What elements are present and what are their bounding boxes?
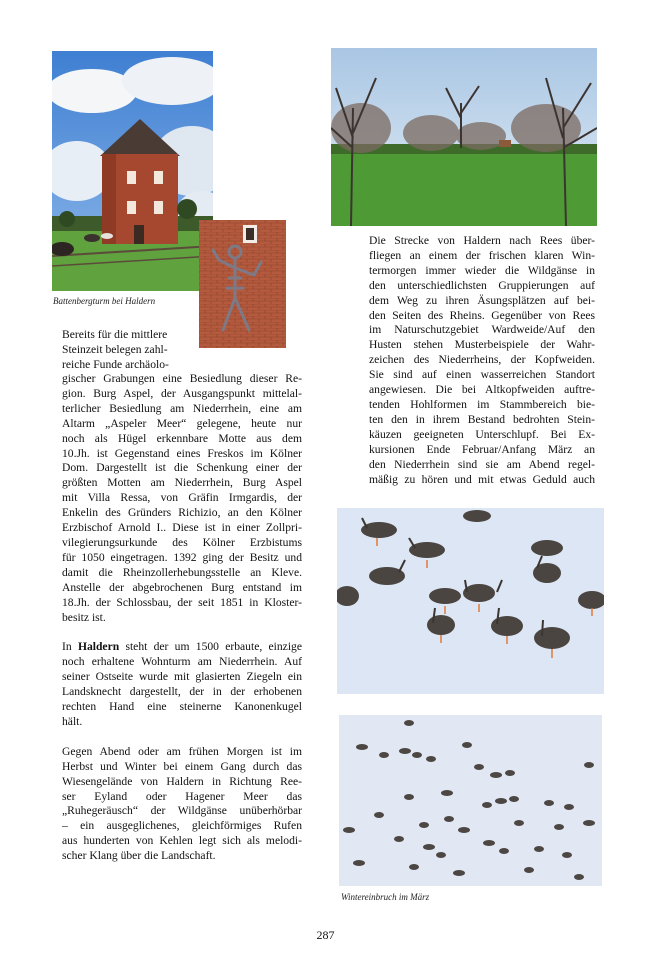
text-line: Sie sind auf einen wasserreichen Standort — [369, 368, 595, 382]
tower-photo — [52, 51, 213, 291]
text-line: dem Weg zu ihren Äsungsplätzen auf bei- — [369, 293, 595, 307]
intro-line: reiche Funde archäolo- — [62, 357, 169, 371]
text-line: termorgen immer wieder die Wildgänse in — [369, 263, 595, 277]
text-line: tenden Hohlformen im Stammbereich bie- — [369, 397, 595, 411]
geese-closeup-photo — [337, 508, 604, 694]
text-line: für 1050 eingetragen. 1392 ging der Besitz und — [62, 550, 302, 564]
text-line: kursionen Ende Februar/Anfang März an — [369, 442, 595, 456]
text-line: mäßig zu hören und mit etwas Geduld auch — [369, 472, 595, 486]
text-line: gion. Burg Aspel, der Ausgangspunkt mittelal- — [62, 386, 302, 400]
right-column-text — [369, 234, 595, 487]
haldern-prefix: In — [62, 640, 78, 654]
text-line: fliegen an einem der frischen klaren Win- — [369, 248, 595, 262]
text-line: den Seiten des Rheins. Gegenüber von Rees — [369, 308, 595, 322]
intro-line: Bereits für die mittlere — [62, 328, 168, 341]
text-line: ten den in ihrem Bestand bedrohten Stein- — [369, 412, 595, 426]
text-line: seiner Ostseite wurde mit glasierten Ziegeln ein — [62, 670, 302, 684]
text-line: noch als Hügel erkennbare Motte aus dem — [62, 431, 302, 445]
text-line: hält. — [62, 714, 83, 728]
text-line: größten Motten am Niederrhein, Burg Aspel — [62, 476, 302, 490]
text-line: damit die Rheinzollerhebungsstelle an Kleve. — [62, 565, 302, 579]
text-line: gischer Grabungen eine Besiedlung dieser Re- — [62, 372, 302, 385]
text-line: besitz ist. — [62, 610, 106, 624]
brick-landsknecht-photo — [199, 220, 286, 348]
text-line: Landsknecht dargestellt, der in der erhobenen — [62, 685, 302, 699]
text-line: noch erhaltene Wohnturm am Niederrhein. Auf — [62, 655, 302, 669]
text-line: Gegen Abend oder am frühen Morgen ist im — [62, 744, 302, 758]
text-line: Enkelin des Gründers Richizio, an den Kölner — [62, 506, 302, 520]
text-line: terlicher Besiedlung am Niederrhein, eine am — [62, 401, 302, 415]
text-line: Wiesengelände von Haldern in Richtung Ree- — [62, 774, 302, 788]
text-line: angewiesen. Die bei Altkopfweiden auftre- — [369, 383, 595, 397]
text-line: 10.Jh. ist Gegenstand eines Freskos im Kölner — [62, 446, 302, 460]
text-line: – ein ausgeglichenes, gleichförmiges Rufen — [62, 819, 302, 833]
geese-flock-photo — [339, 715, 602, 886]
left-column-text — [62, 372, 302, 864]
text-line: rechten Hand eine steinerne Kanonenkugel — [62, 700, 302, 714]
text-line: Dom. Dargestellt ist die Schenkung einer der — [62, 461, 302, 475]
text-line: Die Strecke von Haldern nach Rees über- — [369, 234, 595, 247]
snow-photo-caption: Wintereinbruch im März — [341, 892, 430, 902]
tower-photo-caption: Battenbergturm bei Haldern — [53, 296, 156, 306]
intro-line: Steinzeit belegen zahl- — [62, 342, 168, 356]
text-line: Anstelle der abgebrochenen Burg entstand im — [62, 580, 302, 594]
haldern-first-rest: steht der um 1500 erbaute, einzige — [119, 640, 302, 654]
text-line: Erzbischof Arnold I.. Diese ist in einer Zollpri- — [62, 521, 302, 535]
page-number: 287 — [316, 928, 335, 942]
text-line: den Niederrhein sind sie am Abend regel- — [369, 457, 595, 471]
haldern-first-line — [62, 640, 302, 655]
text-line: ser Eyland oder Hagener Meer das — [62, 789, 302, 803]
text-line: 18.Jh. der Schlossbau, der seit 1851 in Kloster- — [62, 595, 302, 609]
text-line: im Naturschutzgebiet Wardweide/Auf den — [369, 323, 595, 337]
text-line: „Ruhegeräusch“ der Wildgänse unüberhörbar — [62, 804, 302, 818]
text-line: mit Villa Ressa, von Gräfin Irmgardis, der — [62, 491, 302, 505]
text-line: aus hunderten von Kehlen legt sich als melodi- — [62, 834, 302, 848]
text-line: Husten stehen Musterbeispiele der Wahr- — [369, 338, 595, 352]
text-line: scher Klang über die Landschaft. — [62, 849, 216, 863]
text-line: vilegierungsurkunde des Kölner Erzbistums — [62, 535, 302, 549]
text-line: den unterschiedlichsten Gruppierungen auf — [369, 278, 595, 292]
text-line: Herbst und Winter bei einem Gang durch das — [62, 759, 302, 773]
text-line: zeichen des Niederrheins, der Kopfweiden. — [369, 353, 595, 367]
haldern-bold: Haldern — [77, 640, 120, 654]
text-line: käuzen geeigneten Unterschlupf. Bei Ex- — [369, 427, 595, 441]
willow-meadow-photo — [331, 48, 597, 226]
text-line: Altarm „Aspeler Meer“ gelegene, heute nur — [62, 416, 302, 430]
intro-text — [62, 328, 198, 373]
